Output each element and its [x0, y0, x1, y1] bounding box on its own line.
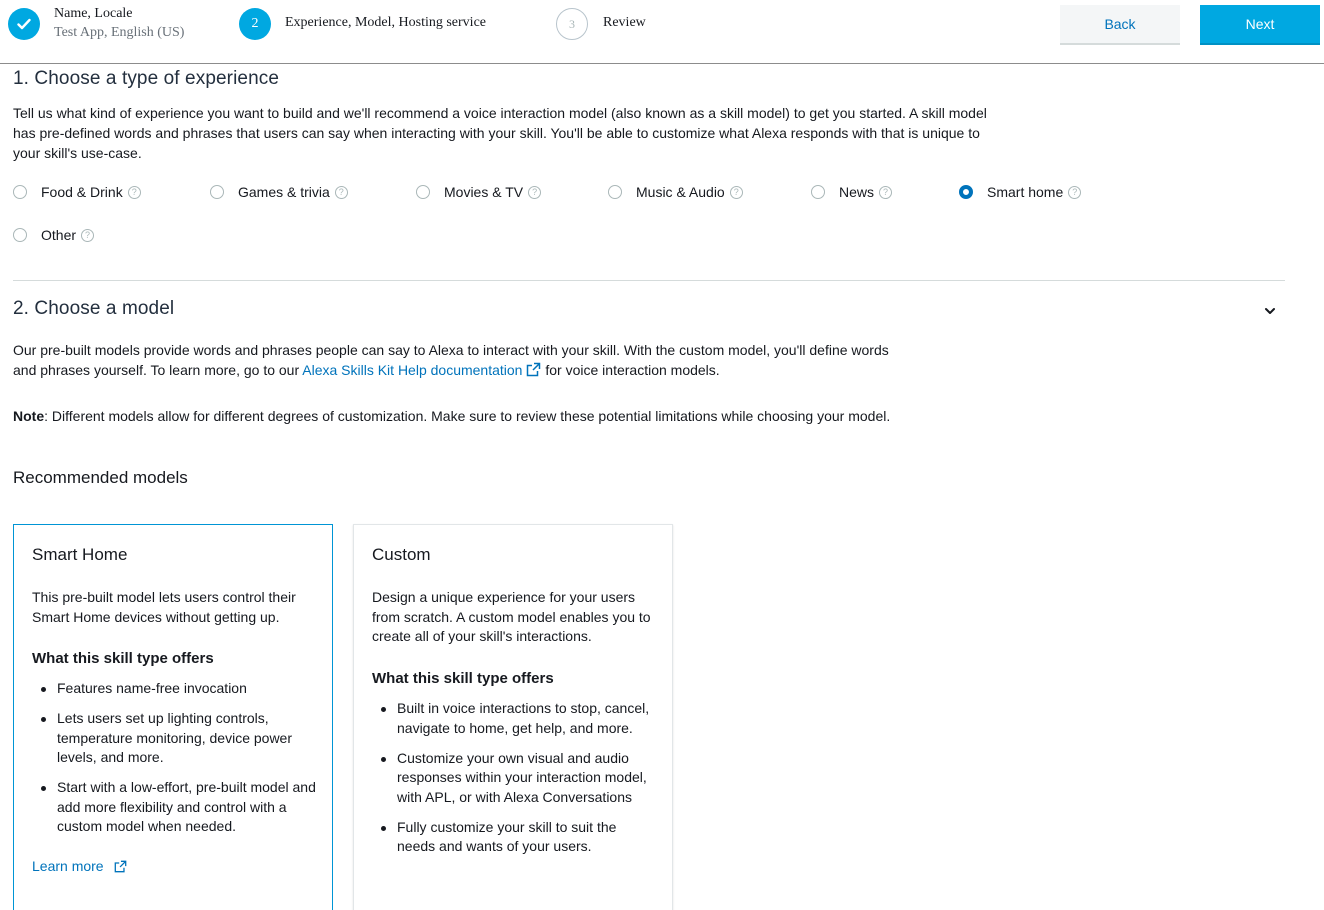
model-card-smart-home[interactable]	[13, 524, 333, 910]
step-title: Experience, Model, Hosting service	[285, 15, 486, 30]
card-description: Design a unique experience for your users from scratch. A custom model enables you to create all of your skill's interactions.	[372, 589, 651, 644]
list-item: Fully customize your skill to suit the needs and wants of your users.	[372, 818, 652, 857]
radio-button[interactable]	[210, 185, 224, 199]
step-title: Name, Locale	[54, 6, 133, 21]
radio-news[interactable]	[811, 184, 892, 200]
help-documentation-link[interactable]	[302, 362, 541, 378]
model-intro	[13, 340, 893, 380]
list-item: Built in voice interactions to stop, cancel, navigate to home, get help, and more.	[372, 699, 652, 738]
radio-label: News	[839, 184, 875, 200]
learn-more-link[interactable]	[32, 858, 127, 874]
card-description: This pre-built model lets users control their Smart Home devices without getting up.	[32, 589, 296, 625]
help-icon[interactable]: ?	[730, 186, 743, 199]
card-title: Custom	[372, 545, 431, 564]
feature-list	[32, 679, 322, 847]
experience-heading: 1. Choose a type of experience	[13, 68, 280, 89]
radio-button[interactable]	[811, 185, 825, 199]
model-heading: 2. Choose a model	[13, 298, 175, 319]
learn-more-label: Learn more	[32, 858, 104, 874]
list-item: Lets users set up lighting controls, temperature monitoring, device power levels, and more.	[32, 709, 322, 768]
help-icon[interactable]: ?	[81, 229, 94, 242]
experience-description: Tell us what kind of experience you want to build and we'll recommend a voice interaction model (also known as a skill model) to get you started. A skill model has pre-defined words and phrases that users can say when interacting with your skill. You'll be able to customize what Alexa responds with that is unique to your skill's use-case.	[13, 105, 987, 161]
external-link-icon	[114, 860, 127, 873]
card-offers-heading: What this skill type offers	[372, 670, 554, 687]
feature-list	[372, 699, 652, 867]
radio-label: Smart home	[987, 184, 1064, 200]
radio-smart-home[interactable]	[959, 184, 1081, 200]
list-item: Features name-free invocation	[32, 679, 322, 699]
radio-button[interactable]	[13, 228, 27, 242]
step-number: 2	[239, 8, 271, 40]
chevron-down-icon[interactable]	[1263, 304, 1277, 318]
list-item: Start with a low-effort, pre-built model and add more flexibility and control with a custom model when needed.	[32, 778, 322, 837]
model-note	[13, 406, 1213, 426]
list-item: Customize your own visual and audio responses within your interaction model, with APL, or with Alexa Conversations	[372, 749, 652, 808]
radio-label: Other	[41, 227, 77, 243]
radio-button[interactable]	[13, 185, 27, 199]
link-label: Alexa Skills Kit Help documentation	[302, 362, 523, 378]
radio-music-audio[interactable]	[608, 184, 743, 200]
radio-games-trivia[interactable]	[210, 184, 348, 200]
checkmark-icon	[8, 8, 40, 40]
external-link-icon	[526, 362, 541, 377]
help-icon[interactable]: ?	[128, 186, 141, 199]
help-icon[interactable]: ?	[528, 186, 541, 199]
radio-label: Music & Audio	[636, 184, 725, 200]
step-title: Review	[603, 15, 646, 30]
section-divider	[13, 280, 1285, 281]
note-label: Note	[13, 408, 45, 424]
radio-button[interactable]	[416, 185, 430, 199]
radio-label: Games & trivia	[238, 184, 330, 200]
note-text: : Different models allow for different degrees of customization. Make sure to review these potential limitations while choosing your model.	[44, 408, 891, 424]
model-card-custom[interactable]	[353, 524, 673, 910]
help-icon[interactable]: ?	[335, 186, 348, 199]
radio-movies-tv[interactable]	[416, 184, 541, 200]
radio-button[interactable]	[608, 185, 622, 199]
radio-label: Movies & TV	[444, 184, 524, 200]
radio-label: Food & Drink	[41, 184, 123, 200]
wizard-stepper	[0, 0, 1324, 64]
model-intro-suffix: for voice interaction models.	[545, 362, 720, 378]
next-button[interactable]: Next	[1200, 5, 1320, 45]
back-button[interactable]: Back	[1060, 5, 1180, 45]
step-number: 3	[556, 8, 588, 40]
card-title: Smart Home	[32, 545, 128, 564]
radio-button-checked[interactable]	[959, 185, 973, 199]
radio-food-drink[interactable]	[13, 184, 141, 200]
help-icon[interactable]: ?	[1068, 186, 1081, 199]
card-offers-heading: What this skill type offers	[32, 650, 214, 667]
model-intro-text: Our pre-built models provide words and phrases people can say to Alexa to interact with your skill. With the custom model, you'll define words and phrases yourself. To learn more, go to our	[13, 342, 889, 378]
step-subtitle: Test App, English (US)	[54, 25, 185, 40]
help-icon[interactable]: ?	[879, 186, 892, 199]
radio-other[interactable]	[13, 227, 94, 243]
recommended-models-heading: Recommended models	[13, 468, 188, 487]
